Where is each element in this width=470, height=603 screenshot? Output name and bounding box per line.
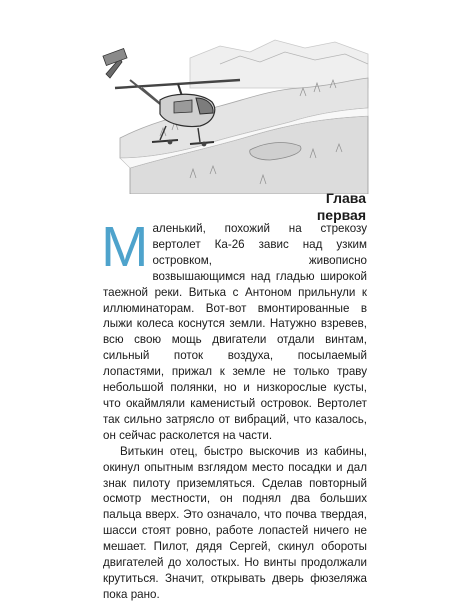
drop-cap: М [101,215,149,279]
helicopter-over-taiga-river-illustration [100,18,372,194]
chapter-heading [317,190,366,224]
chapter-number: первая [316,207,366,223]
chapter-label: Глава [325,190,366,206]
paragraph-2 [103,444,367,603]
paragraph-2-text: Витькин отец, быстро выскочив из кабины, окинул опытным взглядом место посадки и дал знак пилоту приземляться. Сделав повторный осмотр местности, он поднял два больших пальца вверх. Это означало, что почва твердая, шасси стоят ровно, работе лопастей ничего не мешает. Пилот, дядя Сергей, скинул обороты двигателей до холостых. Но винты продолжали крутиться. Значит, открывать дверь фюзеляжа пока рано. [103,444,367,601]
paragraph-1-text: аленький, похожий на стрекозу вертолет Ка-26 завис над узким островком, живописно возвышающимся над гладью широкой таежной реки. Витька с Антоном прильнули к иллюминаторам. Вот-вот вмонтированные в лыжи колеса коснутся земли. Натужно взревев, всю свою мощь двигатели отдали винтам, сильный поток воздуха, посылаемый лопастями, прижал к земле не только траву небольшой полянки, но и низкорослые кусты, что окаймляли каменистый островок. Вертолет так сильно затрясло от вибраций, что казалось, он сейчас расколется на части. [103,222,367,442]
